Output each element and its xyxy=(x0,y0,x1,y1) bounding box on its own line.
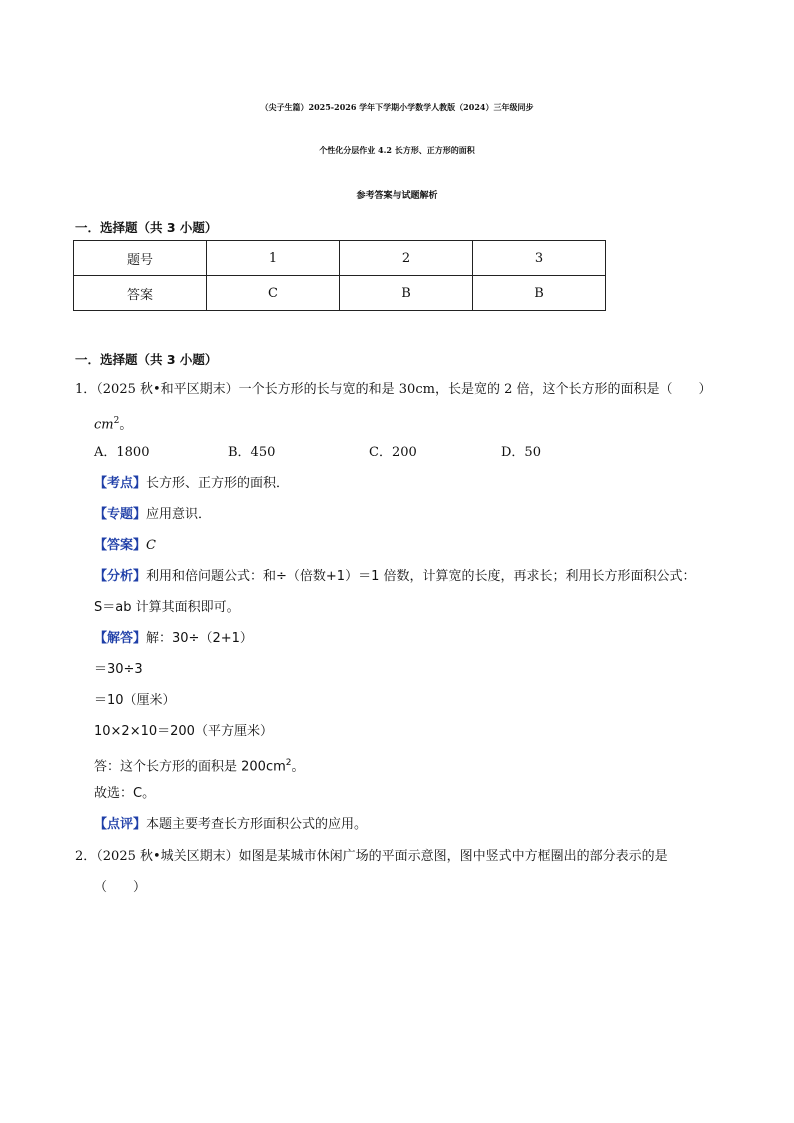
table-cell: 3 xyxy=(473,241,606,276)
dianping-text: 本题主要考查长方形面积公式的应用。 xyxy=(146,817,368,832)
table-cell: C xyxy=(207,276,340,311)
table-cell: 2 xyxy=(340,241,473,276)
table-cell: 1 xyxy=(207,241,340,276)
answer-exponent: 2 xyxy=(285,758,292,768)
table-cell: B xyxy=(340,276,473,311)
fenxi-text: 利用和倍问题公式：和÷（倍数+1）＝1 倍数，计算宽的长度，再求长；利用长方形面积公式： xyxy=(146,569,696,584)
table-row xyxy=(74,241,606,276)
zhuanti-text: 应用意识． xyxy=(146,507,212,522)
zhuanti-line xyxy=(94,506,211,524)
kaodian-line xyxy=(94,475,289,493)
answer-line xyxy=(94,754,305,776)
question-1-options xyxy=(94,444,694,462)
zhuanti-tag: 【专题】 xyxy=(94,507,147,522)
question-2-blank: （ ） xyxy=(94,880,147,895)
daan-line xyxy=(94,537,156,555)
document-title-line1: （尖子生篇）2025-2026 学年下学期小学数学人教版（2024）三年级同步 xyxy=(260,102,534,112)
unit-text: cm xyxy=(94,417,114,433)
fenxi-tag: 【分析】 xyxy=(94,569,147,584)
choose-line: 故选：C。 xyxy=(94,786,156,801)
question-2-stem: 2．（2025 秋•城关区期末）如图是某城市休闲广场的平面示意图，图中竖式中方框圈出的部分表示的是 xyxy=(75,849,668,864)
daan-text: C xyxy=(146,538,156,553)
jieda-text: 解：30÷（2+1） xyxy=(146,631,253,646)
dianping-tag: 【点评】 xyxy=(94,817,147,832)
table-cell: 题号 xyxy=(74,241,207,276)
option-d: D．50 xyxy=(501,445,541,460)
unit-end: 。 xyxy=(119,417,133,433)
question-1-stem: 1．（2025 秋•和平区期末）一个长方形的长与宽的和是 30cm，长是宽的 2 倍，这个长方形的面积是（ ） xyxy=(75,382,712,397)
option-b: B．450 xyxy=(228,445,276,460)
answer-section-title: 一．选择题（共 3 小题） xyxy=(75,220,218,235)
daan-tag: 【答案】 xyxy=(94,538,147,553)
kaodian-text: 长方形、正方形的面积． xyxy=(146,476,290,491)
kaodian-tag: 【考点】 xyxy=(94,476,147,491)
fenxi-line xyxy=(94,568,695,586)
answer-text: 答：这个长方形的面积是 200cm xyxy=(94,759,286,775)
option-a: A．1800 xyxy=(94,445,150,460)
question-1-unit xyxy=(94,412,132,434)
document-title-line2: 个性化分层作业 4.2 长方形、正方形的面积 xyxy=(319,145,475,155)
jieda-tag: 【解答】 xyxy=(94,631,147,646)
solution-step: ＝30÷3 xyxy=(94,662,143,677)
section-title: 一．选择题（共 3 小题） xyxy=(75,352,218,367)
unit-exponent: 2 xyxy=(113,416,120,426)
solution-step: ＝10（厘米） xyxy=(94,693,176,708)
option-c: C．200 xyxy=(369,445,417,460)
table-cell: B xyxy=(473,276,606,311)
answer-table xyxy=(73,240,606,311)
jieda-line xyxy=(94,630,253,648)
solution-step: 10×2×10＝200（平方厘米） xyxy=(94,724,273,739)
fenxi-line2: S＝ab 计算其面积即可。 xyxy=(94,600,240,615)
document-subtitle: 参考答案与试题解析 xyxy=(356,191,438,201)
table-cell: 答案 xyxy=(74,276,207,311)
answer-end: 。 xyxy=(291,759,305,775)
dianping-line xyxy=(94,816,367,834)
table-row xyxy=(74,276,606,311)
